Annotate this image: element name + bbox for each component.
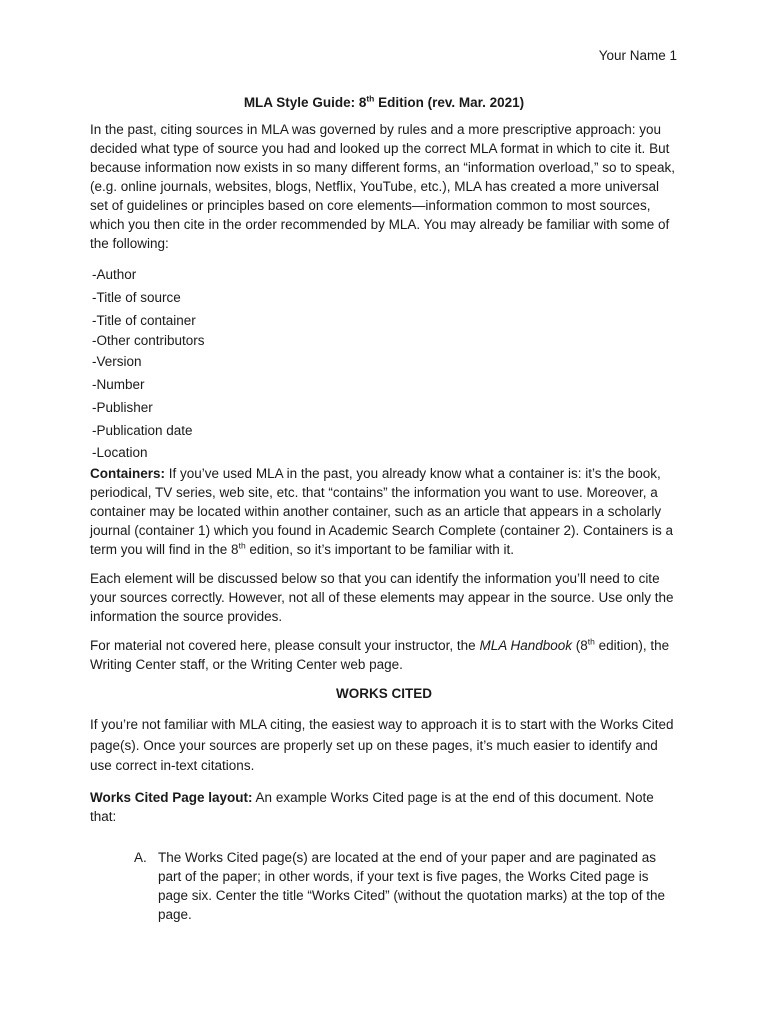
- list-item: -Title of source: [92, 290, 181, 305]
- list-item: -Location: [92, 445, 148, 460]
- document-body: [90, 93, 678, 924]
- running-head: Your Name 1: [598, 48, 677, 63]
- core-elements-list: [90, 263, 678, 464]
- works-cited-intro: If you’re not familiar with MLA citing, the easiest way to approach it is to start with the Works Cited page(s). Once your sources are properly set up on these pages, it’s much easier to identify and use correct in-text citations.: [90, 717, 674, 773]
- list-item: -Other contributors: [92, 333, 205, 348]
- containers-paragraph: [90, 464, 678, 559]
- consult-text: For material not covered here, please consult your instructor, the: [90, 638, 480, 653]
- list-item: -Publisher: [92, 400, 153, 415]
- title-suffix: Edition (rev. Mar. 2021): [374, 95, 525, 110]
- list-item: -Publication date: [92, 423, 193, 438]
- containers-text: If you’ve used MLA in the past, you already know what a container is: it’s the book, periodical, TV series, web site, etc. that “contains” the information you want to use. Moreover, a container may be located within another container, such as an article that appears in a scholarly journal (container 1) which you found in Academic Search Complete (container 2). Containers is a term you will find in the 8: [90, 466, 674, 557]
- works-cited-rules-list: [90, 848, 678, 924]
- list-item-text: The Works Cited page(s) are located at the end of your paper and are paginated as part of the paper; in other words, if your text is five pages, the Works Cited page is page six. Center the title “Works Cited” (without the quotation marks) at the top of the page.: [158, 849, 665, 922]
- list-item: [134, 848, 678, 924]
- layout-label: Works Cited Page layout:: [90, 789, 253, 805]
- list-item: -Version: [92, 354, 142, 369]
- containers-text-end: edition, so it’s important to be familiar with it.: [245, 542, 515, 557]
- elements-note-paragraph: Each element will be discussed below so that you can identify the information you’ll need to cite your sources correctly. However, not all of these elements may appear in the source. Use only the information the source provides.: [90, 571, 674, 624]
- containers-superscript: th: [238, 540, 246, 551]
- list-item: -Author: [92, 267, 137, 282]
- intro-paragraph: In the past, citing sources in MLA was governed by rules and a more prescriptive approach: you decided what type of source you had and looked up the correct MLA format in which to cite it. But because information now exists in so many different forms, an “information overload,” so to speak, (e.g. online journals, websites, blogs, Netflix, YouTube, etc.), MLA has created a more universal set of guidelines or principles based on core elements—information common to most sources, which you then cite in the order recommended by MLA. You may already be familiar with some of the following:: [90, 122, 676, 251]
- list-marker: A.: [134, 849, 147, 865]
- layout-text: An example Works Cited page is at the end of this document. Note that:: [90, 789, 654, 824]
- consult-text-end: edition), the Writing Center staff, or the Writing Center web page.: [90, 638, 670, 672]
- consult-paragraph: [90, 636, 678, 674]
- consult-text-middle: (8: [572, 638, 588, 653]
- title-prefix: MLA Style Guide: 8: [243, 95, 367, 110]
- list-item: -Title of container: [92, 313, 196, 328]
- works-cited-layout-paragraph: [90, 788, 678, 826]
- title-superscript: th: [366, 93, 375, 104]
- consult-superscript: th: [587, 636, 595, 647]
- list-item: -Number: [92, 377, 145, 392]
- document-title: [90, 93, 678, 112]
- works-cited-heading: WORKS CITED: [336, 686, 432, 701]
- handbook-title: MLA Handbook: [479, 638, 573, 653]
- containers-label: Containers:: [90, 466, 166, 481]
